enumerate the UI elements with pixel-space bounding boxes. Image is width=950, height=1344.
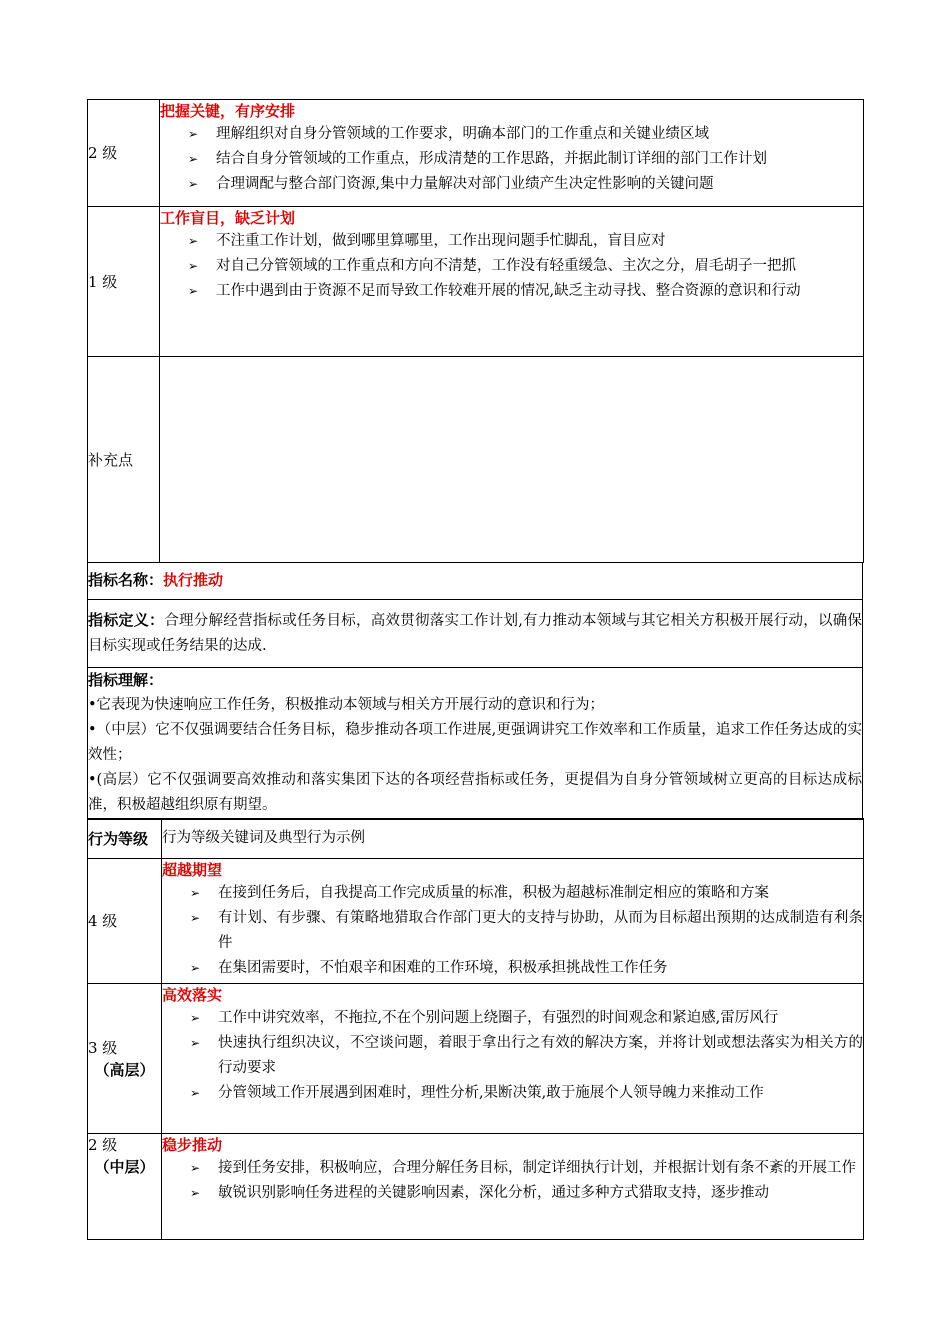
level-cell	[88, 207, 160, 357]
indicator-definition-cell	[88, 599, 863, 667]
arrow-bullet-icon: ➢	[190, 1161, 201, 1175]
level-cell	[88, 100, 160, 207]
level-sub-label: （中层）	[94, 1158, 155, 1176]
table-row	[88, 599, 863, 667]
arrow-bullet-icon: ➢	[190, 886, 201, 900]
behavior-cell	[162, 1134, 864, 1240]
level-heading: 超越期望	[162, 861, 223, 879]
arrow-bullet-icon: ➢	[188, 177, 199, 191]
list-item: ➢ 分管领域工作开展遇到困难时，理性分析,果断决策,敢于施展个人领导魄力来推动工作	[162, 1081, 863, 1106]
arrow-bullet-icon: ➢	[190, 1011, 201, 1025]
supplement-content-cell	[160, 357, 864, 563]
table-row	[88, 562, 863, 599]
behavior-level-table	[87, 818, 864, 1240]
column-header-level: 行为等级	[88, 819, 162, 859]
list-item: ➢ 在接到任务后，自我提高工作完成质量的标准，积极为超越标准制定相应的策略和方案	[162, 881, 863, 906]
level-heading: 把握关键，有序安排	[160, 102, 296, 120]
understanding-item: •(高层）它不仅强调要高效推动和落实集团下达的各项经营指标或任务，更提倡为自身分管领域树立更高的目标达成标准，积极超越组织原有期望。	[88, 771, 862, 813]
level-label: 4 级	[88, 912, 118, 930]
arrow-bullet-icon: ➢	[188, 259, 199, 273]
list-item: ➢ 合理调配与整合部门资源,集中力量解决对部门业绩产生决定性影响的关键问题	[160, 172, 863, 197]
list-item: ➢ 对自己分管领域的工作重点和方向不清楚，工作没有轻重缓急、主次之分，眉毛胡子一把抓	[160, 254, 863, 279]
arrow-bullet-icon: ➢	[190, 1086, 201, 1100]
arrow-bullet-icon: ➢	[188, 284, 199, 298]
supplement-label: 补充点	[88, 450, 134, 469]
table-row	[88, 357, 864, 563]
behavior-cell	[162, 859, 864, 984]
level-label: 2 级	[88, 1136, 118, 1154]
level-cell	[88, 1134, 162, 1240]
level-cell	[88, 859, 162, 984]
list-item: ➢ 有计划、有步骤、有策略地猎取合作部门更大的支持与协助，从而为目标超出预期的达成制造有利条件	[162, 906, 863, 956]
level-sub-label: （高层）	[94, 1060, 155, 1079]
table-row	[88, 100, 864, 207]
indicator-understanding-cell	[88, 667, 863, 819]
definition-text: 合理分解经营指标或任务目标，高效贯彻落实工作计划,有力推动本领域与其它相关方积极开展行动，以确保目标实现或任务结果的达成.	[88, 612, 862, 654]
arrow-bullet-icon: ➢	[190, 961, 201, 975]
list-item: ➢ 工作中遇到由于资源不足而导致工作较难开展的情况,缺乏主动寻找、整合资源的意识和行动	[160, 279, 863, 304]
arrow-bullet-icon: ➢	[188, 234, 199, 248]
indicator-name-label: 指标名称：	[88, 570, 164, 589]
table-header-row	[88, 819, 864, 859]
top-level-table	[87, 99, 864, 563]
column-header-description: 行为等级关键词及典型行为示例	[162, 819, 864, 859]
table-row	[88, 859, 864, 984]
level-label: 2 级	[88, 144, 118, 162]
understanding-item: •（中层）它不仅强调要结合任务目标，稳步推动各项工作进展,更强调讲究工作效率和工作质量，追求工作任务达成的实效性；	[88, 721, 862, 763]
behavior-cell	[162, 984, 864, 1134]
list-item: ➢ 不注重工作计划，做到哪里算哪里，工作出现问题手忙脚乱，盲目应对	[160, 229, 863, 254]
table-row	[88, 667, 863, 819]
arrow-bullet-icon: ➢	[190, 1186, 201, 1200]
level-heading: 工作盲目，缺乏计划	[160, 209, 296, 227]
indicator-name-value: 执行推动	[163, 570, 224, 589]
list-item: ➢ 结合自身分管领域的工作重点，形成清楚的工作思路，并据此制订详细的部门工作计划	[160, 147, 863, 172]
level-label: 3 级	[88, 1038, 118, 1057]
arrow-bullet-icon: ➢	[190, 911, 201, 925]
indicator-name-cell	[88, 562, 863, 599]
table-row	[88, 207, 864, 357]
arrow-bullet-icon: ➢	[188, 127, 199, 141]
behavior-cell	[160, 207, 864, 357]
table-row	[88, 1134, 864, 1240]
arrow-bullet-icon: ➢	[188, 152, 199, 166]
understanding-item: •它表现为快速响应工作任务，积极推动本领域与相关方开展行动的意识和行为；	[88, 696, 605, 713]
list-item: ➢ 在集团需要时，不怕艰辛和困难的工作环境，积极承担挑战性工作任务	[162, 956, 863, 981]
level-heading: 稳步推动	[162, 1136, 223, 1154]
indicator-table	[87, 562, 863, 820]
level-label: 1 级	[88, 272, 118, 291]
list-item: ➢ 工作中讲究效率，不拖拉,不在个别问题上绕圈子，有强烈的时间观念和紧迫感,雷厉风行	[162, 1006, 863, 1031]
table-row	[88, 984, 864, 1134]
level-heading: 高效落实	[162, 986, 223, 1004]
list-item: ➢ 理解组织对自身分管领域的工作要求，明确本部门的工作重点和关键业绩区域	[160, 122, 863, 147]
competency-sheet	[87, 99, 863, 1240]
list-item: ➢ 快速执行组织决议，不空谈问题，着眼于拿出行之有效的解决方案，并将计划或想法落实为相关方的行动要求	[162, 1031, 863, 1081]
supplement-label-cell	[88, 357, 160, 563]
level-cell	[88, 984, 162, 1134]
understanding-label: 指标理解：	[88, 670, 164, 689]
behavior-cell	[160, 100, 864, 207]
list-item: ➢ 接到任务安排，积极响应，合理分解任务目标，制定详细执行计划，并根据计划有条不紊的开展工作	[162, 1156, 863, 1181]
arrow-bullet-icon: ➢	[190, 1036, 201, 1050]
definition-label: 指标定义：	[88, 610, 165, 629]
list-item: ➢ 敏锐识别影响任务进程的关键影响因素，深化分析，通过多种方式猎取支持，逐步推动	[162, 1181, 863, 1206]
